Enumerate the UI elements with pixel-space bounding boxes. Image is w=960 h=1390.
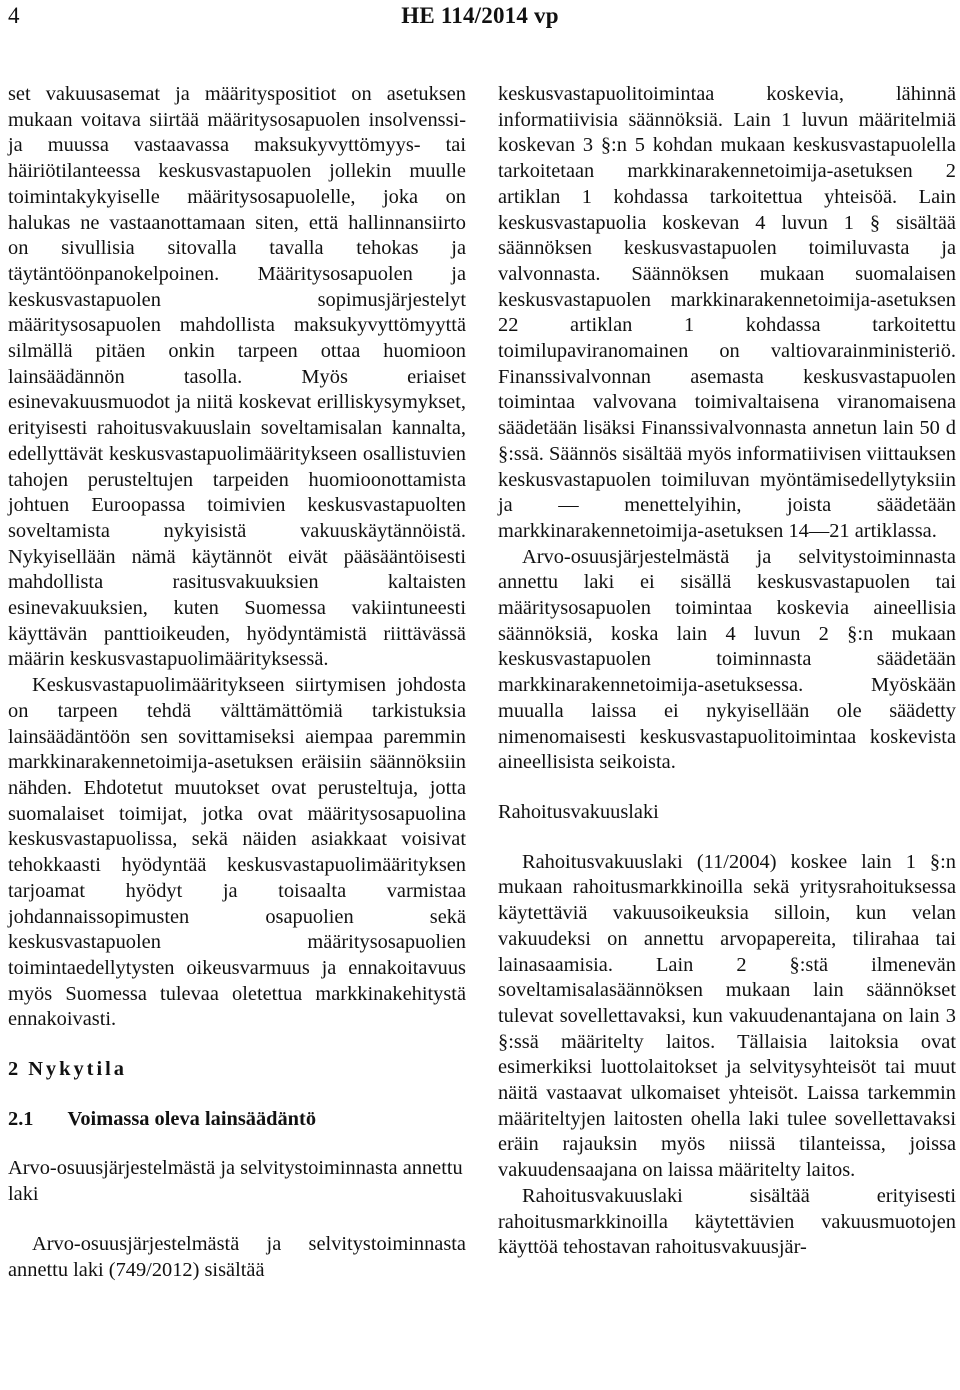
right-column (498, 82, 956, 1261)
page-header (0, 0, 960, 34)
subsection-number: 2.1 (8, 1107, 34, 1130)
section-number: 2 (8, 1058, 19, 1081)
body-paragraph: Rahoitusvakuuslaki (11/2004) koskee lain 1 §:n mukaan rahoitusmarkkinoilla sekä yritysrahoituksessa käytettäviä vakuusoikeuksia silloin, kun velan vakuudeksi on annettu arvopapereita, tilirahaa tai lainasaamisia. Lain 2 §:stä ilmenevän soveltamisalasäännöksen mukaan lain säännökset tulevat sovellettavaksi, kun vakuudenantajana on lain 3 §:ssä määritelty laitos. Tällaisia laitoksia ovat esimerkiksi luottolaitokset ja selvitysyhteisöt tai muut näitä vastaavat ulkomaiset yhteisöt. Laissa tarkemmin määriteltyjen laitosten ohella laki tulee sovellettavaksi eräin rajauksin myös niissä tilanteissa, joissa vakuudensaajana on laissa määritelty laitos. (498, 850, 956, 1182)
spacer (498, 826, 956, 850)
law-heading: Rahoitusvakuuslaki (498, 800, 659, 823)
section-title: Nykytila (28, 1058, 127, 1081)
spacer (498, 776, 956, 800)
left-column (8, 82, 466, 1283)
section-heading (8, 1057, 466, 1083)
spacer (8, 1033, 466, 1057)
page-number: 4 (8, 3, 20, 28)
body-paragraph: Arvo-osuusjärjestelmästä ja selvitystoiminnasta annettu laki ei sisällä keskusvastapuolen tai määritysosapuolen toimintaa koskevia aineellisia säännöksiä, koska lain 4 luvun 2 §:n mukaan keskusvastapuolen toiminnasta säädetään markkinarakennetoimija-asetuksessa. Myöskään muualla laissa ei nykyisellään ole säädetty nimenomaisesti keskusvastapuolitoimintaa koskevista aineellisista seikoista. (498, 545, 956, 774)
spacer (8, 1208, 466, 1232)
subsection-heading (8, 1107, 466, 1133)
body-paragraph: set vakuusasemat ja määrityspositiot on asetuksen mukaan voitava siirtää määritysosapuolen insolvenssi- ja muussa vastaavassa maksukyvyttömyys- tai häiriötilanteessa keskusvastapuolen jollekin muulle toimintakykyiselle määritysosapuolelle, joka on halukas ne vastaanottamaan siten, että hallinnansiirto on sivullisia sitovalla tavalla tehokas ja täytäntöönpanokelpoinen. Määritysosapuolen ja keskusvastapuolen sopimusjärjestelyt määritysosapuolen mahdollista maksukyvyttömyyttä silmällä pitäen onkin tarpeen ottaa huomioon lainsäädännön tasolla. Myös eriaiset esinevakuusmuodot ja niitä koskevat erilliskysymykset, erityisesti rahoitusvakuuslain soveltamisalan kannalta, edellyttävät keskusvastapuolimääritykseen osallistuvien tahojen perusteltujen tarpeiden huomioonottamista johtuen Euroopassa toimivien keskusvastapuolten soveltamista nykyisistä vakuuskäytännöistä. Nykyisellään nämä käytännöt eivät pääsääntöisesti mahdollista rasitusvakuuksien kaltaisten esinevakuuksien, kuten Suomessa vakiintuneesti käyttävän panttioikeuden, hyödyntämistä riittävässä määrin keskusvastapuolimäärityksessä. (8, 83, 466, 671)
law-heading: Arvo-osuusjärjestelmästä ja selvitystoiminnasta annettu laki (8, 1157, 463, 1206)
body-paragraph: Arvo-osuusjärjestelmästä ja selvitystoiminnasta annettu laki (749/2012) sisältää (8, 1232, 466, 1281)
body-paragraph: keskusvastapuolitoimintaa koskevia, lähinnä informatiivisia säännöksiä. Lain 1 luvun määritelmiä koskevan 3 §:n 5 kohdan mukaan keskusvastapuolella tarkoitetaan markkinarakennetoimija-asetuksen 2 artiklan 1 kohdassa tarkoitettua yhteisöä. Lain keskusvastapuolia koskevan 4 luvun 1 § sisältää säännöksen keskusvastapuolen toimiluvasta ja valvonnasta. Säännöksen mukaan suomalaisen keskusvastapuolen markkinarakennetoimija-asetuksen 22 artiklan 1 kohdassa tarkoitettu toimilupaviranomainen on valtiovarainministeriö. Finanssivalvonnan asemasta keskusvastapuolen toimintaa valvovana toimivaltaisena viranomaisena säädetään lisäksi Finanssivalvonnasta annetun lain 50 d §:ssä. Säännös sisältää myös informatiivisen viittauksen keskusvastapuolen toimiluvan myöntämisedellytyksiin ja — menettelyihin, joista säädetään markkinarakennetoimija-asetuksen 14—21 artiklassa. (498, 83, 956, 542)
body-paragraph: Keskusvastapuolimääritykseen siirtymisen johdosta on tarpeen tehdä välttämättömiä tarkistuksia lainsäädäntöön sen sovittamiseksi aiempaa paremmin markkinarakennetoimija-asetuksen eräisiin säännöksiin nähden. Ehdotetut muutokset ovat perusteltuja, jotta suomalaiset toimijat, jotka ovat määritysosapuolina keskusvastapuolissa, sekä näiden asiakkaat voisivat tehokkaasti hyödyntää keskusvastapuolimäärityksen tarjoamat hyödyt ja toisaalta varmistaa johdannaissopimusten osapuolien sekä keskusvastapuolen määritysosapuolien toimintaedellytysten oikeusvarmuus ja ennakoitavuus myös Suomessa tulevaa oletettua markkinakehitystä ennakoivasti. (8, 674, 466, 1031)
spacer (8, 1132, 466, 1156)
document-id: HE 114/2014 vp (401, 3, 559, 28)
body-paragraph: Rahoitusvakuuslaki sisältää erityisesti rahoitusmarkkinoilla käytettävien vakuusmuotojen käyttöä tehostavan rahoitusvakuusjär- (498, 1184, 956, 1259)
spacer (8, 1083, 466, 1107)
subsection-title: Voimassa oleva lainsäädäntö (67, 1107, 317, 1130)
